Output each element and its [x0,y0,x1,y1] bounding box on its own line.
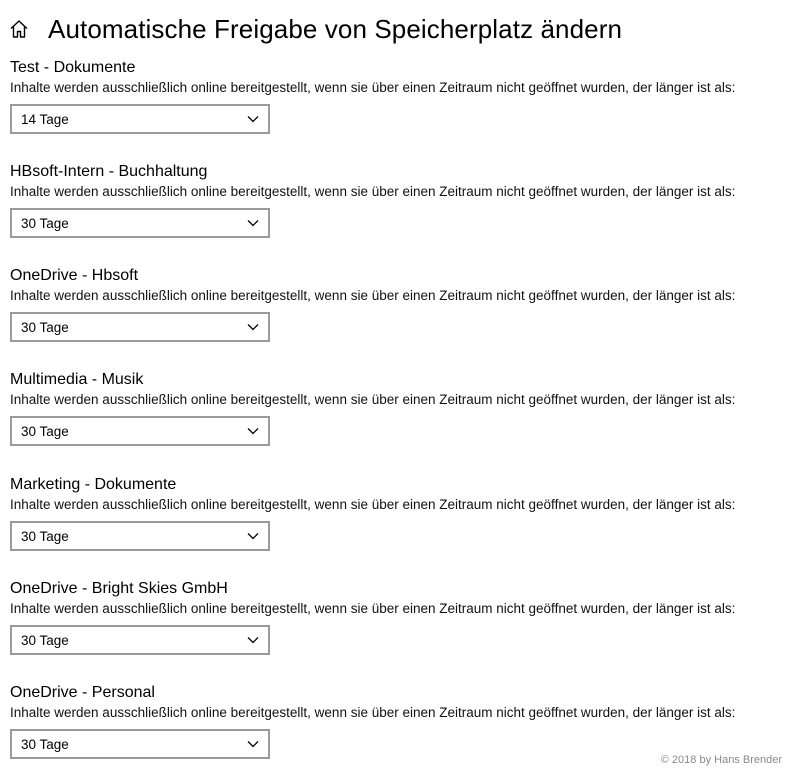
library-section-hbsoft-intern-buchhaltung [10,162,780,238]
section-description: Inhalte werden ausschließlich online bereitgestellt, wenn sie über einen Zeitraum nicht geöffnet wurden, der länger ist als: [10,497,736,512]
section-title: Test - Dokumente [10,59,136,76]
section-description: Inhalte werden ausschließlich online bereitgestellt, wenn sie über einen Zeitraum nicht geöffnet wurden, der länger ist als: [10,392,736,407]
section-title: OneDrive - Bright Skies GmbH [10,580,228,597]
duration-dropdown[interactable] [10,625,270,655]
library-section-multimedia-musik [10,370,780,446]
library-section-onedrive-personal [10,683,780,759]
duration-dropdown[interactable] [10,312,270,342]
dropdown-selected-value: 30 Tage [21,215,69,231]
chevron-down-icon [246,529,260,543]
dropdown-selected-value: 30 Tage [21,736,69,752]
dropdown-selected-value: 30 Tage [21,319,69,335]
section-description: Inhalte werden ausschließlich online bereitgestellt, wenn sie über einen Zeitraum nicht geöffnet wurden, der länger ist als: [10,80,736,95]
library-section-onedrive-hbsoft [10,266,780,342]
dropdown-selected-value: 30 Tage [21,632,69,648]
copyright-notice: © 2018 by Hans Brender [660,754,782,766]
duration-dropdown[interactable] [10,521,270,551]
dropdown-selected-value: 14 Tage [21,111,69,127]
chevron-down-icon [246,737,260,751]
home-icon[interactable] [8,18,30,40]
dropdown-selected-value: 30 Tage [21,423,69,439]
chevron-down-icon [246,112,260,126]
page-title: Automatische Freigabe von Speicherplatz ändern [48,13,623,44]
chevron-down-icon [246,320,260,334]
section-description: Inhalte werden ausschließlich online bereitgestellt, wenn sie über einen Zeitraum nicht geöffnet wurden, der länger ist als: [10,705,736,720]
library-section-test-dokumente [10,58,780,134]
section-title: Multimedia - Musik [10,371,144,388]
section-title: Marketing - Dokumente [10,476,177,493]
section-title: HBsoft-Intern - Buchhaltung [10,163,208,180]
page-header [8,10,622,48]
library-section-marketing-dokumente [10,475,780,551]
section-description: Inhalte werden ausschließlich online bereitgestellt, wenn sie über einen Zeitraum nicht geöffnet wurden, der länger ist als: [10,601,736,616]
section-description: Inhalte werden ausschließlich online bereitgestellt, wenn sie über einen Zeitraum nicht geöffnet wurden, der länger ist als: [10,184,736,199]
section-description: Inhalte werden ausschließlich online bereitgestellt, wenn sie über einen Zeitraum nicht geöffnet wurden, der länger ist als: [10,288,736,303]
duration-dropdown[interactable] [10,104,270,134]
chevron-down-icon [246,424,260,438]
duration-dropdown[interactable] [10,416,270,446]
dropdown-selected-value: 30 Tage [21,528,69,544]
section-title: OneDrive - Personal [10,684,155,701]
chevron-down-icon [246,633,260,647]
library-section-onedrive-bright-skies [10,579,780,655]
section-title: OneDrive - Hbsoft [10,267,139,284]
chevron-down-icon [246,216,260,230]
duration-dropdown[interactable] [10,729,270,759]
duration-dropdown[interactable] [10,208,270,238]
